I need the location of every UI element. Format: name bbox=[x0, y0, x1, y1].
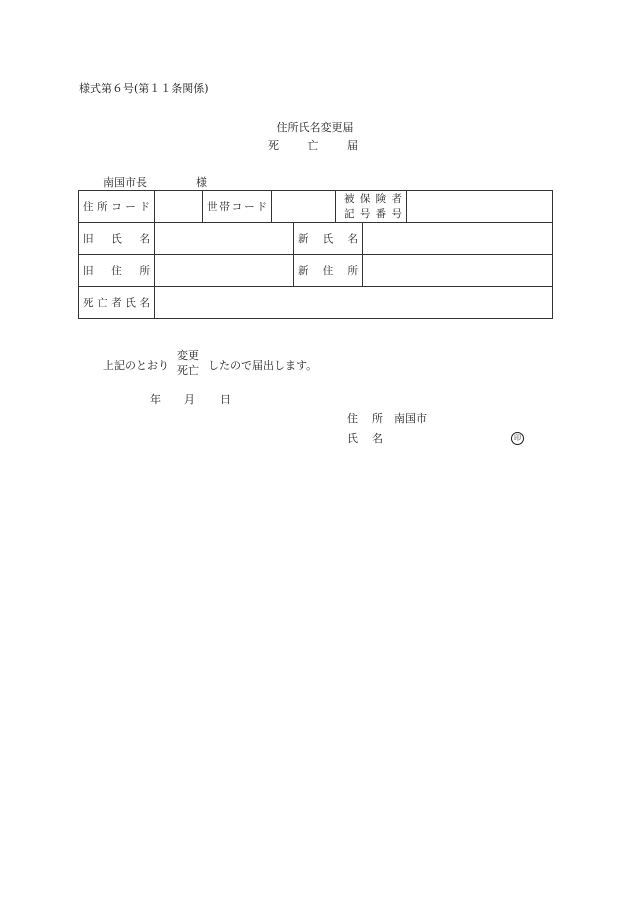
name-label-char-2: 名 bbox=[372, 432, 383, 445]
statement-suffix: したので届出します。 bbox=[208, 359, 318, 372]
seal-icon bbox=[511, 430, 524, 445]
addressee-honorific: 様 bbox=[196, 176, 207, 189]
date-month-label: 月 bbox=[184, 393, 195, 406]
notification-table bbox=[78, 190, 553, 319]
old-address-label: 旧 住 所 bbox=[79, 255, 155, 287]
address-label-char-2: 所 bbox=[372, 412, 383, 425]
subtitle-char-3: 届 bbox=[347, 139, 358, 152]
date-year-label: 年 bbox=[150, 393, 161, 406]
address-label-char-1: 住 bbox=[347, 412, 358, 425]
subtitle-char-2: 亡 bbox=[307, 139, 319, 152]
notifier-address-label bbox=[347, 410, 383, 426]
new-name-field[interactable] bbox=[363, 223, 553, 255]
insured-number-field[interactable] bbox=[407, 191, 553, 223]
household-code-field[interactable] bbox=[272, 191, 336, 223]
table-row bbox=[79, 255, 553, 287]
old-address-field[interactable] bbox=[155, 255, 294, 287]
insured-label-line2: 記号番号 bbox=[344, 207, 402, 220]
subtitle-char-1: 死 bbox=[268, 139, 279, 152]
deceased-name-label: 死亡者氏名 bbox=[79, 287, 155, 319]
form-title: 住所氏名変更届 bbox=[276, 121, 354, 134]
addressee-name: 南国市長 bbox=[103, 176, 147, 189]
seal-mark: 印 bbox=[511, 432, 524, 445]
table-row bbox=[79, 223, 553, 255]
insured-label-line1: 被保険者 bbox=[344, 192, 402, 205]
new-address-label: 新 住 所 bbox=[294, 255, 363, 287]
insured-number-label bbox=[336, 191, 407, 223]
notifier-name-label bbox=[347, 430, 383, 446]
old-name-label: 旧 氏 名 bbox=[79, 223, 155, 255]
household-code-label: 世帯コード bbox=[203, 191, 272, 223]
name-label-char-1: 氏 bbox=[347, 432, 358, 445]
new-name-label: 新 氏 名 bbox=[294, 223, 363, 255]
new-address-field[interactable] bbox=[363, 255, 553, 287]
choice-change: 変更 bbox=[177, 349, 199, 362]
address-code-field[interactable] bbox=[155, 191, 203, 223]
statement-prefix: 上記のとおり bbox=[103, 359, 169, 372]
deceased-name-field[interactable] bbox=[155, 287, 553, 319]
table-row bbox=[79, 287, 553, 319]
old-name-field[interactable] bbox=[155, 223, 294, 255]
statement-choice bbox=[177, 348, 199, 378]
date-day-label: 日 bbox=[220, 393, 231, 406]
notifier-address-value: 南国市 bbox=[394, 412, 427, 425]
form-number: 様式第６号(第１１条関係) bbox=[79, 82, 209, 95]
form-subtitle bbox=[268, 137, 358, 153]
choice-death: 死亡 bbox=[177, 364, 199, 377]
table-row bbox=[79, 191, 553, 223]
address-code-label: 住所コード bbox=[79, 191, 155, 223]
